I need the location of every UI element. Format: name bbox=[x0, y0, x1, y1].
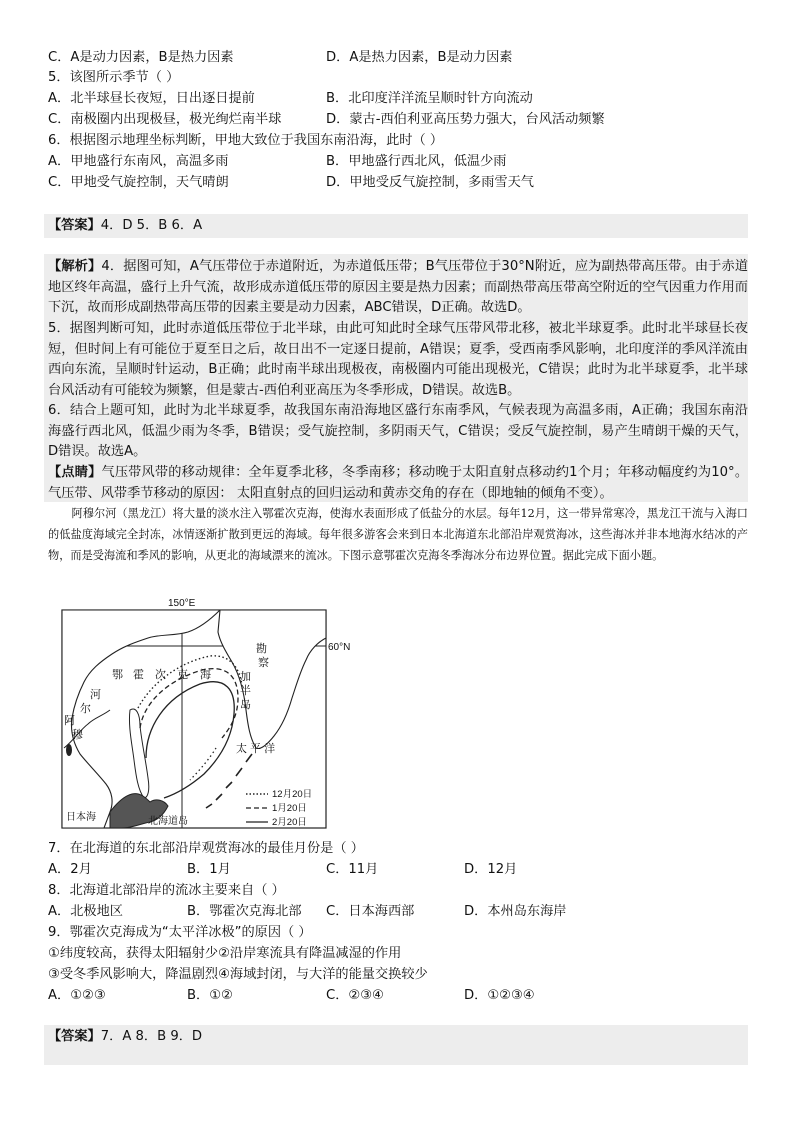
q9-option-a: A．①②③ bbox=[48, 988, 106, 1003]
peninsula-label-2: 察 bbox=[258, 657, 269, 669]
q6-option-c: C．甲地受气旋控制，天气晴朗 bbox=[48, 175, 229, 190]
material-intro: 阿穆尔河（黑龙江）将大量的淡水注入鄂霍次克海，使海水表面形成了低盐分的水层。每年12月，这一带异常寒冷，黑龙江干流与入海口的低盐度海域完全封冻，冰情逐渐扩散到更远的海域。每年很多游客会来到日本北海道东北部沿岸观赏海冰，这些海冰并非本地海水结冰的产物，而是受海流和季风的影响，从更北的海域漂来的流冰。下图示意鄂霍次克海冬季海冰分布边界位置。据此完成下面小题。 bbox=[48, 507, 748, 562]
q7-option-d: D．12月 bbox=[464, 862, 518, 877]
japan-sea-label: 日本海 bbox=[66, 812, 96, 823]
sea-label-1: 鄂 bbox=[112, 669, 123, 681]
river-label-2: 尔 bbox=[80, 703, 91, 715]
lon-label: 150°E bbox=[168, 598, 196, 609]
q7-option-a: A．2月 bbox=[48, 862, 92, 877]
q8-option-a: A．北极地区 bbox=[48, 904, 123, 919]
q6-option-d: D．甲地受反气旋控制，多雨雪天气 bbox=[326, 175, 534, 190]
q7-option-b: B．1月 bbox=[187, 862, 231, 877]
answer-1-text: 4．D 5．B 6．A bbox=[100, 218, 203, 233]
q6-stem: 6．根据图示地理坐标判断，甲地大致位于我国东南沿海，此时（ ） bbox=[48, 133, 444, 148]
q8-option-b: B．鄂霍次克海北部 bbox=[187, 904, 302, 919]
river-label-4: 阿 bbox=[64, 715, 75, 727]
peninsula-label-4: 半 bbox=[240, 685, 251, 697]
q5-stem: 5．该图所示季节（ ） bbox=[48, 70, 180, 85]
q4-option-d: D．A是热力因素，B是动力因素 bbox=[326, 50, 513, 65]
q9-statements-2: ③受冬季风影响大，降温剧烈④海域封闭，与大洋的能量交换较少 bbox=[48, 967, 428, 982]
tip-text: 气压带风带的移动规律：全年夏季北移，冬季南移；移动晚于太阳直射点移动约1个月；年移动幅度约为10°。气压带、风带季节移动的原因： 太阳直射点的回归运动和黄赤交角的存在（即地轴的倾角不变）。 bbox=[48, 465, 749, 501]
legend-feb20: 2月20日 bbox=[272, 817, 307, 828]
okhotsk-sea-ice-map bbox=[60, 598, 360, 830]
analysis-p6: 6．结合上题可知，此时为北半球夏季，故我国东南沿海地区盛行东南季风，气候表现为高温多雨，A正确；我国东南沿海盛行西北风，低温少雨为冬季，B错误；受气旋控制，多阴雨天气，C错误；受反气旋控制，易产生晴朗干燥的天气，D错误。故选A。 bbox=[48, 403, 748, 459]
analysis-p5: 5．据图判断可知，此时赤道低压带位于北半球，由此可知此时全球气压带风带北移，被北半球夏季。此时北半球昼长夜短，但时间上有可能位于夏至日之后，故日出不一定逐日提前，A错误；夏季，受西南季风影响，北印度洋的季风洋流由西向东流，呈顺时针运动，B正确；此时南半球出现极夜，南极圈内可能出现极光，C错误；此时为北半球夏季，北半球台风活动有可能较为频繁，但是蒙古-西伯利亚高压为冬季形成，D错误。故选B。 bbox=[48, 321, 748, 398]
q8-option-c: C．日本海西部 bbox=[326, 904, 415, 919]
river-label-1: 河 bbox=[90, 689, 101, 701]
sea-label-5: 海 bbox=[200, 669, 211, 681]
q4-option-c: C．A是动力因素，B是热力因素 bbox=[48, 50, 234, 65]
river-label-3: 穆 bbox=[72, 729, 83, 741]
q7-option-c: C．11月 bbox=[326, 862, 379, 877]
lat-label: 60°N bbox=[328, 642, 351, 653]
q6-option-a: A．甲地盛行东南风，高温多雨 bbox=[48, 154, 229, 169]
q9-option-b: B．①② bbox=[187, 988, 233, 1003]
answer-2-text: 7．A 8．B 9．D bbox=[100, 1029, 203, 1044]
q9-option-d: D．①②③④ bbox=[464, 988, 535, 1003]
answer-1 bbox=[48, 216, 202, 236]
hokkaido-label: 北海道岛 bbox=[148, 816, 188, 827]
answer-2 bbox=[48, 1027, 202, 1047]
river-mouth bbox=[66, 744, 72, 756]
q9-statements-1: ①纬度较高，获得太阳辐射少②沿岸寒流具有降温减湿的作用 bbox=[48, 946, 402, 961]
sea-label-2: 霍 bbox=[133, 669, 144, 681]
tip-label: 【点睛】 bbox=[48, 465, 102, 480]
q7-stem: 7．在北海道的东北部沿岸观赏海冰的最佳月份是（ ） bbox=[48, 841, 364, 856]
peninsula-label-5: 岛 bbox=[240, 699, 251, 711]
q5-option-d: D．蒙古-西伯利亚高压势力强大，台风活动频繁 bbox=[326, 112, 605, 127]
q5-option-b: B．北印度洋洋流呈顺时针方向流动 bbox=[326, 91, 533, 106]
q8-stem: 8．北海道北部沿岸的流冰主要来自（ ） bbox=[48, 883, 285, 898]
analysis-label: 【解析】 bbox=[48, 259, 102, 274]
peninsula-label-3: 加 bbox=[240, 671, 251, 683]
peninsula-label-1: 勘 bbox=[256, 643, 267, 655]
pacific-label: 太 平 洋 bbox=[236, 743, 276, 755]
analysis-p4-text: 4．据图可知，A气压带位于赤道附近，为赤道低压带；B气压带位于30°N附近，应为副热带高压带。由于赤道地区终年高温，盛行上升气流，故形成赤道低压带的原因主要是热力因素；而副热带高压带高空附近的空气因重力作用而下沉，故而形成副热带高压带的因素主要是动力因素，ABC错误，D正确。故选D。 bbox=[48, 259, 749, 315]
sea-label-3: 次 bbox=[155, 669, 166, 681]
q8-option-d: D．本州岛东海岸 bbox=[464, 904, 567, 919]
analysis-p4 bbox=[48, 257, 748, 319]
legend-dec20: 12月20日 bbox=[272, 789, 313, 800]
q6-option-b: B．甲地盛行西北风，低温少雨 bbox=[326, 154, 507, 169]
legend-jan20: 1月20日 bbox=[272, 803, 307, 814]
q5-option-a: A．北半球昼长夜短，日出逐日提前 bbox=[48, 91, 255, 106]
tip-paragraph bbox=[48, 463, 748, 504]
q9-option-c: C．②③④ bbox=[326, 988, 384, 1003]
answer-1-label: 【答案】 bbox=[48, 218, 101, 233]
q5-option-c: C．南极圈内出现极昼，极光绚烂南半球 bbox=[48, 112, 282, 127]
q9-stem: 9．鄂霍次克海成为“太平洋冰极”的原因（ ） bbox=[48, 925, 312, 940]
sea-label-4: 克 bbox=[177, 669, 188, 681]
answer-2-label: 【答案】 bbox=[48, 1029, 101, 1044]
